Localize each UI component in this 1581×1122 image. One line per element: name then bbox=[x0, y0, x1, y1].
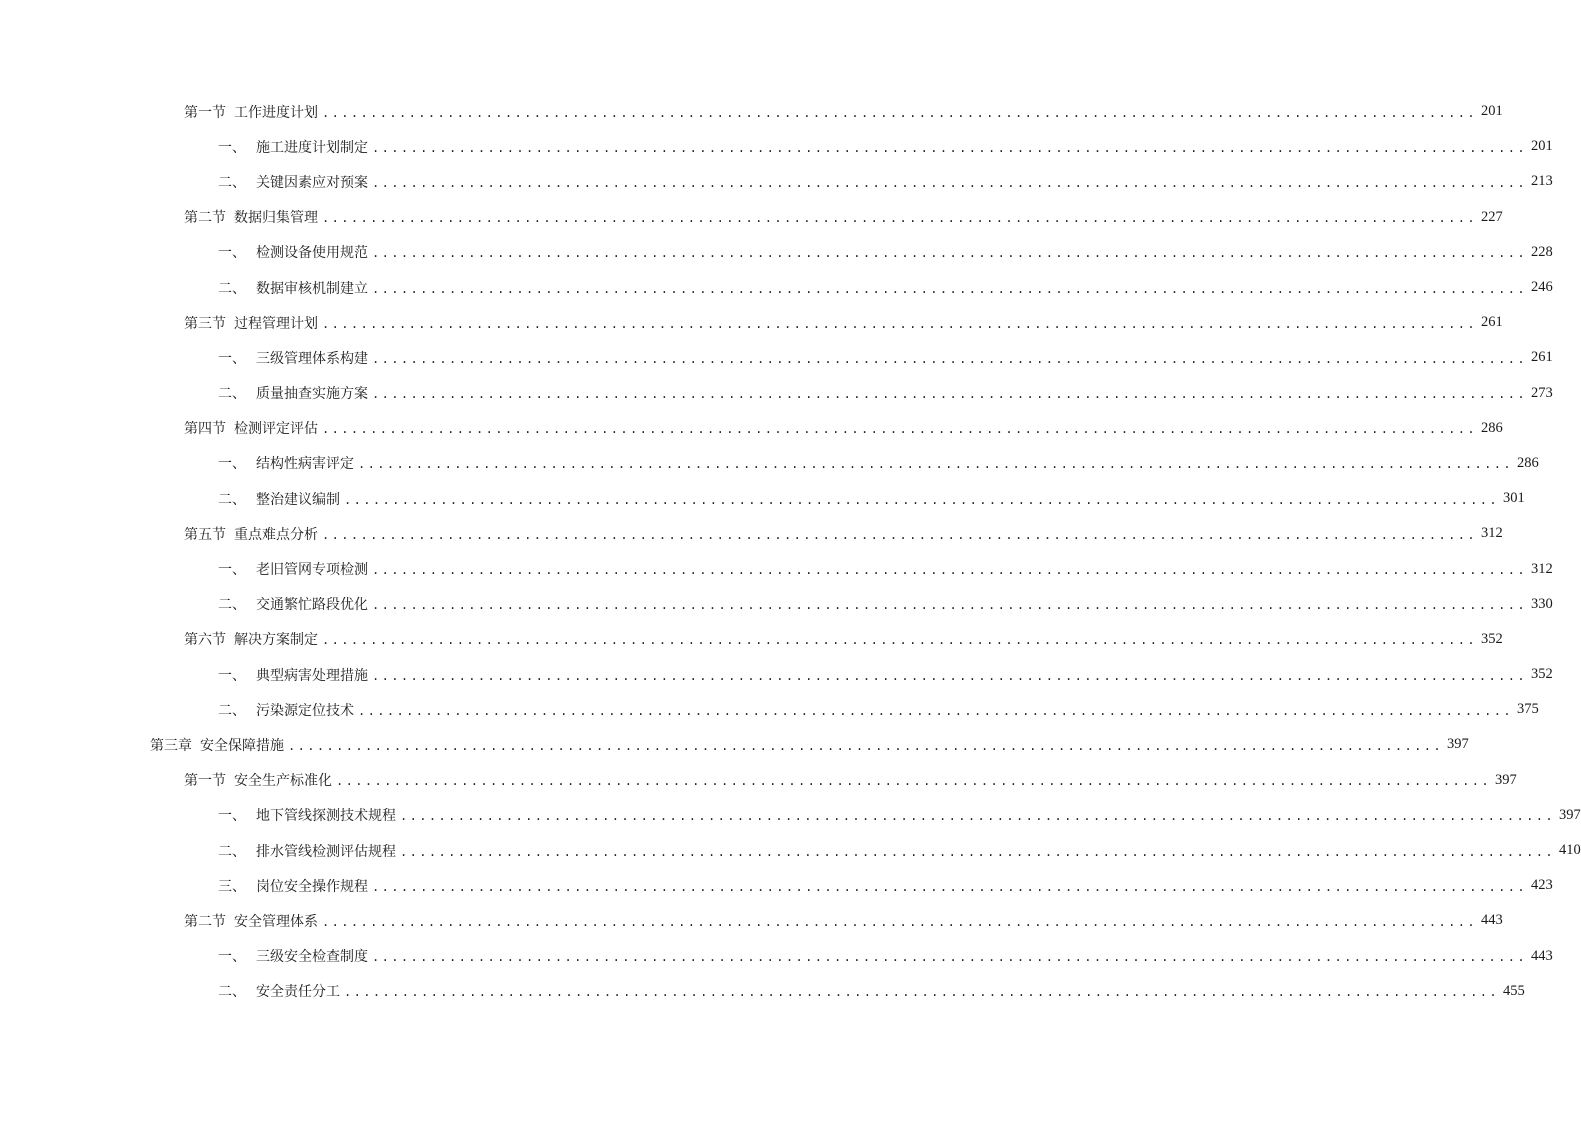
toc-entry-number: 一、 bbox=[218, 808, 246, 825]
toc-page-number: 455 bbox=[1502, 982, 1525, 999]
toc-dot-leader: ........................................................................................................................ bbox=[372, 246, 1527, 261]
toc-dot-leader: ........................................................................................................................ bbox=[344, 985, 1499, 1000]
toc-entry-number: 第三章 bbox=[150, 737, 192, 754]
toc-subsection-entry[interactable] bbox=[0, 551, 1553, 586]
toc-subsection-entry[interactable] bbox=[0, 657, 1553, 692]
toc-entry-title: 排水管线检测评估规程 bbox=[256, 843, 396, 860]
toc-subsection-entry[interactable] bbox=[0, 692, 1539, 727]
toc-entry-number: 一、 bbox=[218, 949, 246, 966]
toc-entry-line bbox=[218, 137, 1553, 157]
toc-page-number: 201 bbox=[1530, 138, 1553, 155]
toc-entry-number: 第六节 bbox=[184, 632, 226, 649]
toc-entry-title: 岗位安全操作规程 bbox=[256, 878, 368, 895]
toc-section-entry[interactable] bbox=[0, 94, 1503, 129]
toc-entry-line bbox=[184, 313, 1503, 333]
toc-page-number: 246 bbox=[1530, 279, 1553, 296]
toc-dot-leader: ........................................................................................................................ bbox=[344, 492, 1499, 507]
toc-entry-number: 第四节 bbox=[184, 421, 226, 438]
toc-subsection-entry[interactable] bbox=[0, 376, 1553, 411]
toc-subsection-entry[interactable] bbox=[0, 974, 1525, 1009]
toc-page-number: 286 bbox=[1516, 454, 1539, 471]
toc-subsection-entry[interactable] bbox=[0, 270, 1553, 305]
toc-entry-number: 二、 bbox=[218, 843, 246, 860]
toc-dot-leader: ........................................................................................................................ bbox=[372, 668, 1527, 683]
toc-entry-line bbox=[218, 981, 1525, 1001]
toc-entry-number: 第二节 bbox=[184, 913, 226, 930]
toc-entry-number: 第一节 bbox=[184, 773, 226, 790]
toc-dot-leader: ........................................................................................................................ bbox=[322, 527, 1477, 542]
toc-entry-title: 数据审核机制建立 bbox=[256, 280, 368, 297]
toc-dot-leader: ........................................................................................................................ bbox=[322, 211, 1477, 226]
toc-page-number: 397 bbox=[1446, 736, 1469, 753]
toc-page-number: 286 bbox=[1480, 419, 1503, 436]
toc-entry-number: 一、 bbox=[218, 562, 246, 579]
toc-entry-title: 地下管线探测技术规程 bbox=[256, 808, 396, 825]
toc-section-entry[interactable] bbox=[0, 622, 1503, 657]
toc-dot-leader: ........................................................................................................................ bbox=[372, 175, 1527, 190]
toc-page-number: 352 bbox=[1480, 630, 1503, 647]
toc-entry-number: 二、 bbox=[218, 984, 246, 1001]
toc-page-number: 273 bbox=[1530, 384, 1553, 401]
toc-entry-title: 安全管理体系 bbox=[234, 913, 318, 930]
toc-entry-line bbox=[218, 594, 1553, 614]
toc-entry-number: 二、 bbox=[218, 280, 246, 297]
toc-entry-title: 数据归集管理 bbox=[234, 210, 318, 227]
toc-dot-leader: ........................................................................................................................ bbox=[322, 633, 1477, 648]
toc-dot-leader: ........................................................................................................................ bbox=[288, 738, 1443, 753]
toc-page-number: 312 bbox=[1480, 525, 1503, 542]
toc-dot-leader: ........................................................................................................................ bbox=[322, 914, 1477, 929]
toc-page-number: 443 bbox=[1480, 912, 1503, 929]
toc-entry-title: 整治建议编制 bbox=[256, 491, 340, 508]
toc-dot-leader: ........................................................................................................................ bbox=[372, 879, 1527, 894]
toc-dot-leader: ........................................................................................................................ bbox=[322, 316, 1477, 331]
toc-entry-line bbox=[218, 383, 1553, 403]
toc-entry-number: 第三节 bbox=[184, 315, 226, 332]
toc-entry-title: 施工进度计划制定 bbox=[256, 139, 368, 156]
toc-page-number: 330 bbox=[1530, 595, 1553, 612]
toc-entry-title: 检测评定评估 bbox=[234, 421, 318, 438]
toc-page-number: 227 bbox=[1480, 208, 1503, 225]
toc-section-entry[interactable] bbox=[0, 411, 1503, 446]
toc-subsection-entry[interactable] bbox=[0, 833, 1581, 868]
toc-page-number: 301 bbox=[1502, 490, 1525, 507]
toc-entry-title: 关键因素应对预案 bbox=[256, 174, 368, 191]
toc-dot-leader: ........................................................................................................................ bbox=[322, 422, 1477, 437]
toc-page-number: 201 bbox=[1480, 103, 1503, 120]
toc-page-number: 261 bbox=[1480, 314, 1503, 331]
toc-dot-leader: ........................................................................................................................ bbox=[400, 844, 1555, 859]
toc-page-number: 213 bbox=[1530, 173, 1553, 190]
toc-entry-number: 一、 bbox=[218, 350, 246, 367]
toc-entry-number: 二、 bbox=[218, 386, 246, 403]
toc-page-number: 397 bbox=[1558, 806, 1581, 823]
toc-entry-title: 质量抽查实施方案 bbox=[256, 386, 368, 403]
toc-entry-title: 交通繁忙路段优化 bbox=[256, 597, 368, 614]
toc-dot-leader: ........................................................................................................................ bbox=[358, 457, 1513, 472]
toc-entry-number: 一、 bbox=[218, 245, 246, 262]
toc-dot-leader: ........................................................................................................................ bbox=[372, 140, 1527, 155]
toc-entry-line bbox=[218, 876, 1553, 896]
toc-entry-line bbox=[150, 735, 1469, 755]
toc-subsection-entry[interactable] bbox=[0, 868, 1553, 903]
toc-entry-line bbox=[184, 770, 1517, 790]
toc-entry-number: 一、 bbox=[218, 139, 246, 156]
toc-entry-line bbox=[218, 805, 1581, 825]
toc-entry-line bbox=[218, 559, 1553, 579]
toc-dot-leader: ........................................................................................................................ bbox=[372, 351, 1527, 366]
toc-entry-line bbox=[184, 207, 1503, 227]
toc-entry-title: 过程管理计划 bbox=[234, 315, 318, 332]
toc-entry-title: 检测设备使用规范 bbox=[256, 245, 368, 262]
toc-subsection-entry[interactable] bbox=[0, 481, 1525, 516]
toc-subsection-entry[interactable] bbox=[0, 340, 1553, 375]
toc-entry-line bbox=[218, 453, 1539, 473]
toc-entry-number: 一、 bbox=[218, 456, 246, 473]
toc-entry-title: 三级安全检查制度 bbox=[256, 949, 368, 966]
toc-subsection-entry[interactable] bbox=[0, 939, 1553, 974]
toc-subsection-entry[interactable] bbox=[0, 446, 1539, 481]
toc-entry-number: 第二节 bbox=[184, 210, 226, 227]
toc-entry-line bbox=[218, 841, 1581, 861]
toc-dot-leader: ........................................................................................................................ bbox=[372, 563, 1527, 578]
toc-entry-line bbox=[218, 700, 1539, 720]
toc-section-entry[interactable] bbox=[0, 305, 1503, 340]
toc-page-number: 228 bbox=[1530, 243, 1553, 260]
toc-page-number: 397 bbox=[1494, 771, 1517, 788]
toc-dot-leader: ........................................................................................................................ bbox=[372, 598, 1527, 613]
toc-entry-line bbox=[218, 665, 1553, 685]
table-of-contents bbox=[0, 94, 1581, 1009]
toc-entry-title: 安全保障措施 bbox=[200, 737, 284, 754]
toc-entry-number: 二、 bbox=[218, 174, 246, 191]
toc-page-number: 443 bbox=[1530, 947, 1553, 964]
toc-entry-line bbox=[218, 348, 1553, 368]
toc-entry-number: 一、 bbox=[218, 667, 246, 684]
toc-section-entry[interactable] bbox=[0, 516, 1503, 551]
toc-dot-leader: ........................................................................................................................ bbox=[400, 809, 1555, 824]
toc-subsection-entry[interactable] bbox=[0, 587, 1553, 622]
toc-entry-title: 解决方案制定 bbox=[234, 632, 318, 649]
toc-entry-title: 工作进度计划 bbox=[234, 104, 318, 121]
toc-entry-line bbox=[218, 946, 1553, 966]
toc-entry-number: 二、 bbox=[218, 597, 246, 614]
toc-entry-number: 第五节 bbox=[184, 526, 226, 543]
toc-page-number: 312 bbox=[1530, 560, 1553, 577]
toc-section-entry[interactable] bbox=[0, 200, 1503, 235]
toc-entry-line bbox=[218, 278, 1553, 298]
toc-page-number: 410 bbox=[1558, 842, 1581, 859]
toc-page-number: 375 bbox=[1516, 701, 1539, 718]
toc-dot-leader: ........................................................................................................................ bbox=[358, 703, 1513, 718]
toc-subsection-entry[interactable] bbox=[0, 129, 1553, 164]
toc-entry-number: 三、 bbox=[218, 878, 246, 895]
toc-entry-line bbox=[184, 524, 1503, 544]
toc-section-entry[interactable] bbox=[0, 763, 1517, 798]
toc-entry-line bbox=[218, 242, 1553, 262]
toc-entry-title: 安全生产标准化 bbox=[234, 773, 332, 790]
toc-dot-leader: ........................................................................................................................ bbox=[372, 281, 1527, 296]
toc-subsection-entry[interactable] bbox=[0, 798, 1581, 833]
toc-entry-title: 安全责任分工 bbox=[256, 984, 340, 1001]
toc-entry-title: 污染源定位技术 bbox=[256, 702, 354, 719]
toc-entry-line bbox=[218, 172, 1553, 192]
toc-entry-number: 第一节 bbox=[184, 104, 226, 121]
toc-page-number: 261 bbox=[1530, 349, 1553, 366]
toc-page-number: 423 bbox=[1530, 877, 1553, 894]
toc-dot-leader: ........................................................................................................................ bbox=[372, 950, 1527, 965]
toc-entry-title: 典型病害处理措施 bbox=[256, 667, 368, 684]
toc-page-number: 352 bbox=[1530, 666, 1553, 683]
toc-entry-line bbox=[184, 418, 1503, 438]
toc-entry-title: 老旧管网专项检测 bbox=[256, 562, 368, 579]
toc-dot-leader: ........................................................................................................................ bbox=[336, 774, 1491, 789]
toc-dot-leader: ........................................................................................................................ bbox=[322, 105, 1477, 120]
toc-entry-number: 二、 bbox=[218, 491, 246, 508]
toc-entry-title: 结构性病害评定 bbox=[256, 456, 354, 473]
toc-entry-line bbox=[184, 102, 1503, 122]
toc-chapter-entry[interactable] bbox=[0, 727, 1469, 762]
toc-entry-title: 重点难点分析 bbox=[234, 526, 318, 543]
toc-entry-title: 三级管理体系构建 bbox=[256, 350, 368, 367]
toc-section-entry[interactable] bbox=[0, 903, 1503, 938]
toc-subsection-entry[interactable] bbox=[0, 164, 1553, 199]
toc-entry-line bbox=[184, 911, 1503, 931]
toc-subsection-entry[interactable] bbox=[0, 235, 1553, 270]
toc-dot-leader: ........................................................................................................................ bbox=[372, 387, 1527, 402]
toc-entry-line bbox=[218, 489, 1525, 509]
toc-entry-line bbox=[184, 629, 1503, 649]
toc-entry-number: 二、 bbox=[218, 702, 246, 719]
